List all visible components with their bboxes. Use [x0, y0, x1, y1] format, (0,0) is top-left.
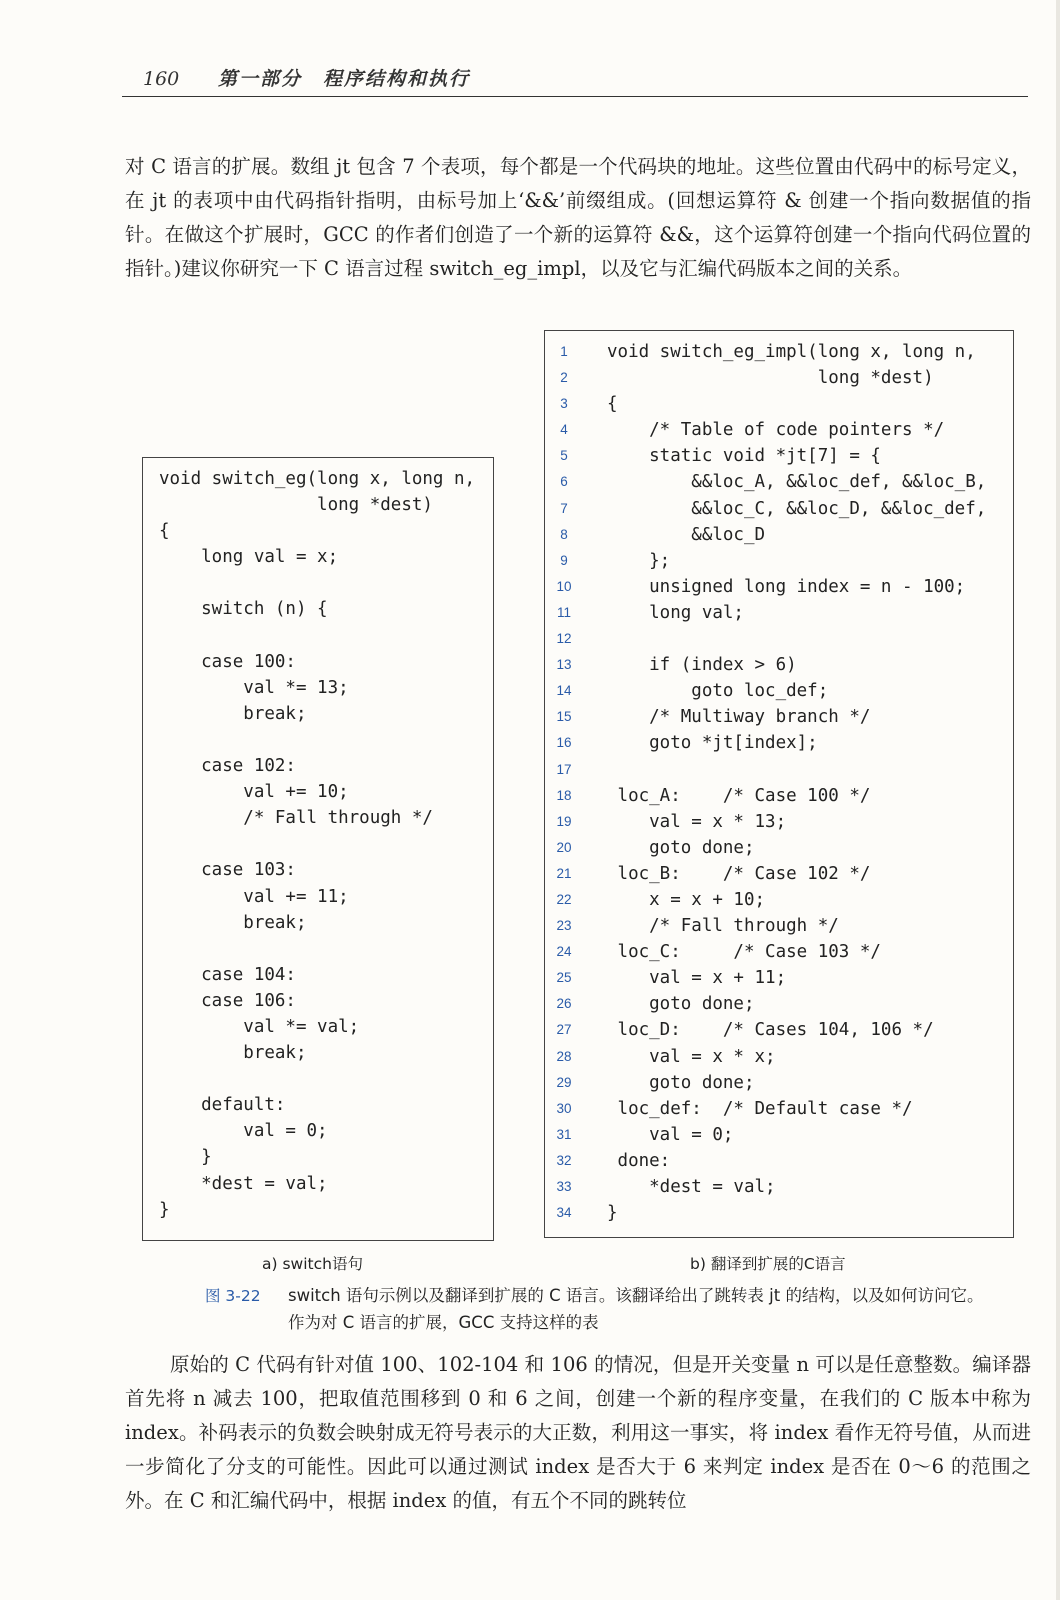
subcaption-a: a) switch语句	[262, 1255, 363, 1273]
page-number: 160	[143, 68, 180, 90]
code-listing-switch-eg-impl: void switch_eg_impl(long x, long n, long *dest) { /* Table of code pointers */ static void *jt[7] = { &&loc_A, &&loc_def, &&loc_B, &&loc_C, &&loc_D, &&loc_def, &&loc_D }; unsigned long index = n - 100; long val; if (index > 6) goto loc_def; /* Multiway branch */ goto *jt[index]; loc_A: /* Case 100 */ val = x * 13; goto done; loc_B: /* Case 102 */ x = x + 10; /* Fall through */ loc_C: /* Case 103 */ val = x + 11; goto done; loc_D: /* Cases 104, 106 */ val = x * x; goto done; loc_def: /* Default case */ val = 0; done: *dest = val; }	[607, 342, 987, 1224]
subcaption-b: b) 翻译到扩展的C语言	[690, 1255, 846, 1273]
code-box-switch-impl	[544, 330, 1014, 1238]
page-edge	[1056, 0, 1060, 1600]
line-numbers: 1 2 3 4 5 6 7 8 9 10 11 12 13 14 15 16 17 18 19 20 21 22 23 24 25 26 27 28 29 30 31 32 33 34	[556, 344, 572, 1221]
code-box-switch	[142, 457, 494, 1241]
intro-paragraph: 对 C 语言的扩展。数组 jt 包含 7 个表项，每个都是一个代码块的地址。这些位置由代码中的标号定义，在 jt 的表项中由代码指针指明，由标号加上‘&&’前缀组成。(回想运算符 & 创建一个指向数据值的指针。在做这个扩展时，GCC 的作者们创造了一个新的运算符 &&，这个运算符创建一个指向代码位置的指针。)建议你研究一下 C 语言过程 switch_eg_impl，以及它与汇编代码版本之间的关系。	[125, 155, 1031, 280]
chapter-title: 第一部分 程序结构和执行	[218, 68, 471, 90]
figure-caption: switch 语句示例以及翻译到扩展的 C 语言。该翻译给出了跳转表 jt 的结构，以及如何访问它。作为对 C 语言的扩展，GCC 支持这样的表	[288, 1286, 984, 1332]
body-paragraph: 原始的 C 代码有针对值 100、102-104 和 106 的情况，但是开关变量 n 可以是任意整数。编译器首先将 n 减去 100，把取值范围移到 0 和 6 之间，创建一个新的程序变量，在我们的 C 版本中称为 index。补码表示的负数会映射成无符号表示的大正数，利用这一事实，将 index 看作无符号值，从而进一步简化了分支的可能性。因此可以通过测试 index 是否大于 6 来判定 index 是否在 0～6 的范围之外。在 C 和汇编代码中，根据 index 的值，有五个不同的跳转位	[125, 1353, 1031, 1512]
code-listing-switch-eg: void switch_eg(long x, long n, long *dest) { long val = x; switch (n) { case 100: val *= 13; break; case 102: val += 10; /* Fall through */ case 103: val += 11; break; case 104: case 106: val *= val; break; default: val = 0; } *dest = val; }	[159, 469, 476, 1220]
figure-label: 图 3-22	[205, 1287, 261, 1305]
header-rule	[122, 96, 1028, 97]
running-header	[143, 64, 470, 91]
